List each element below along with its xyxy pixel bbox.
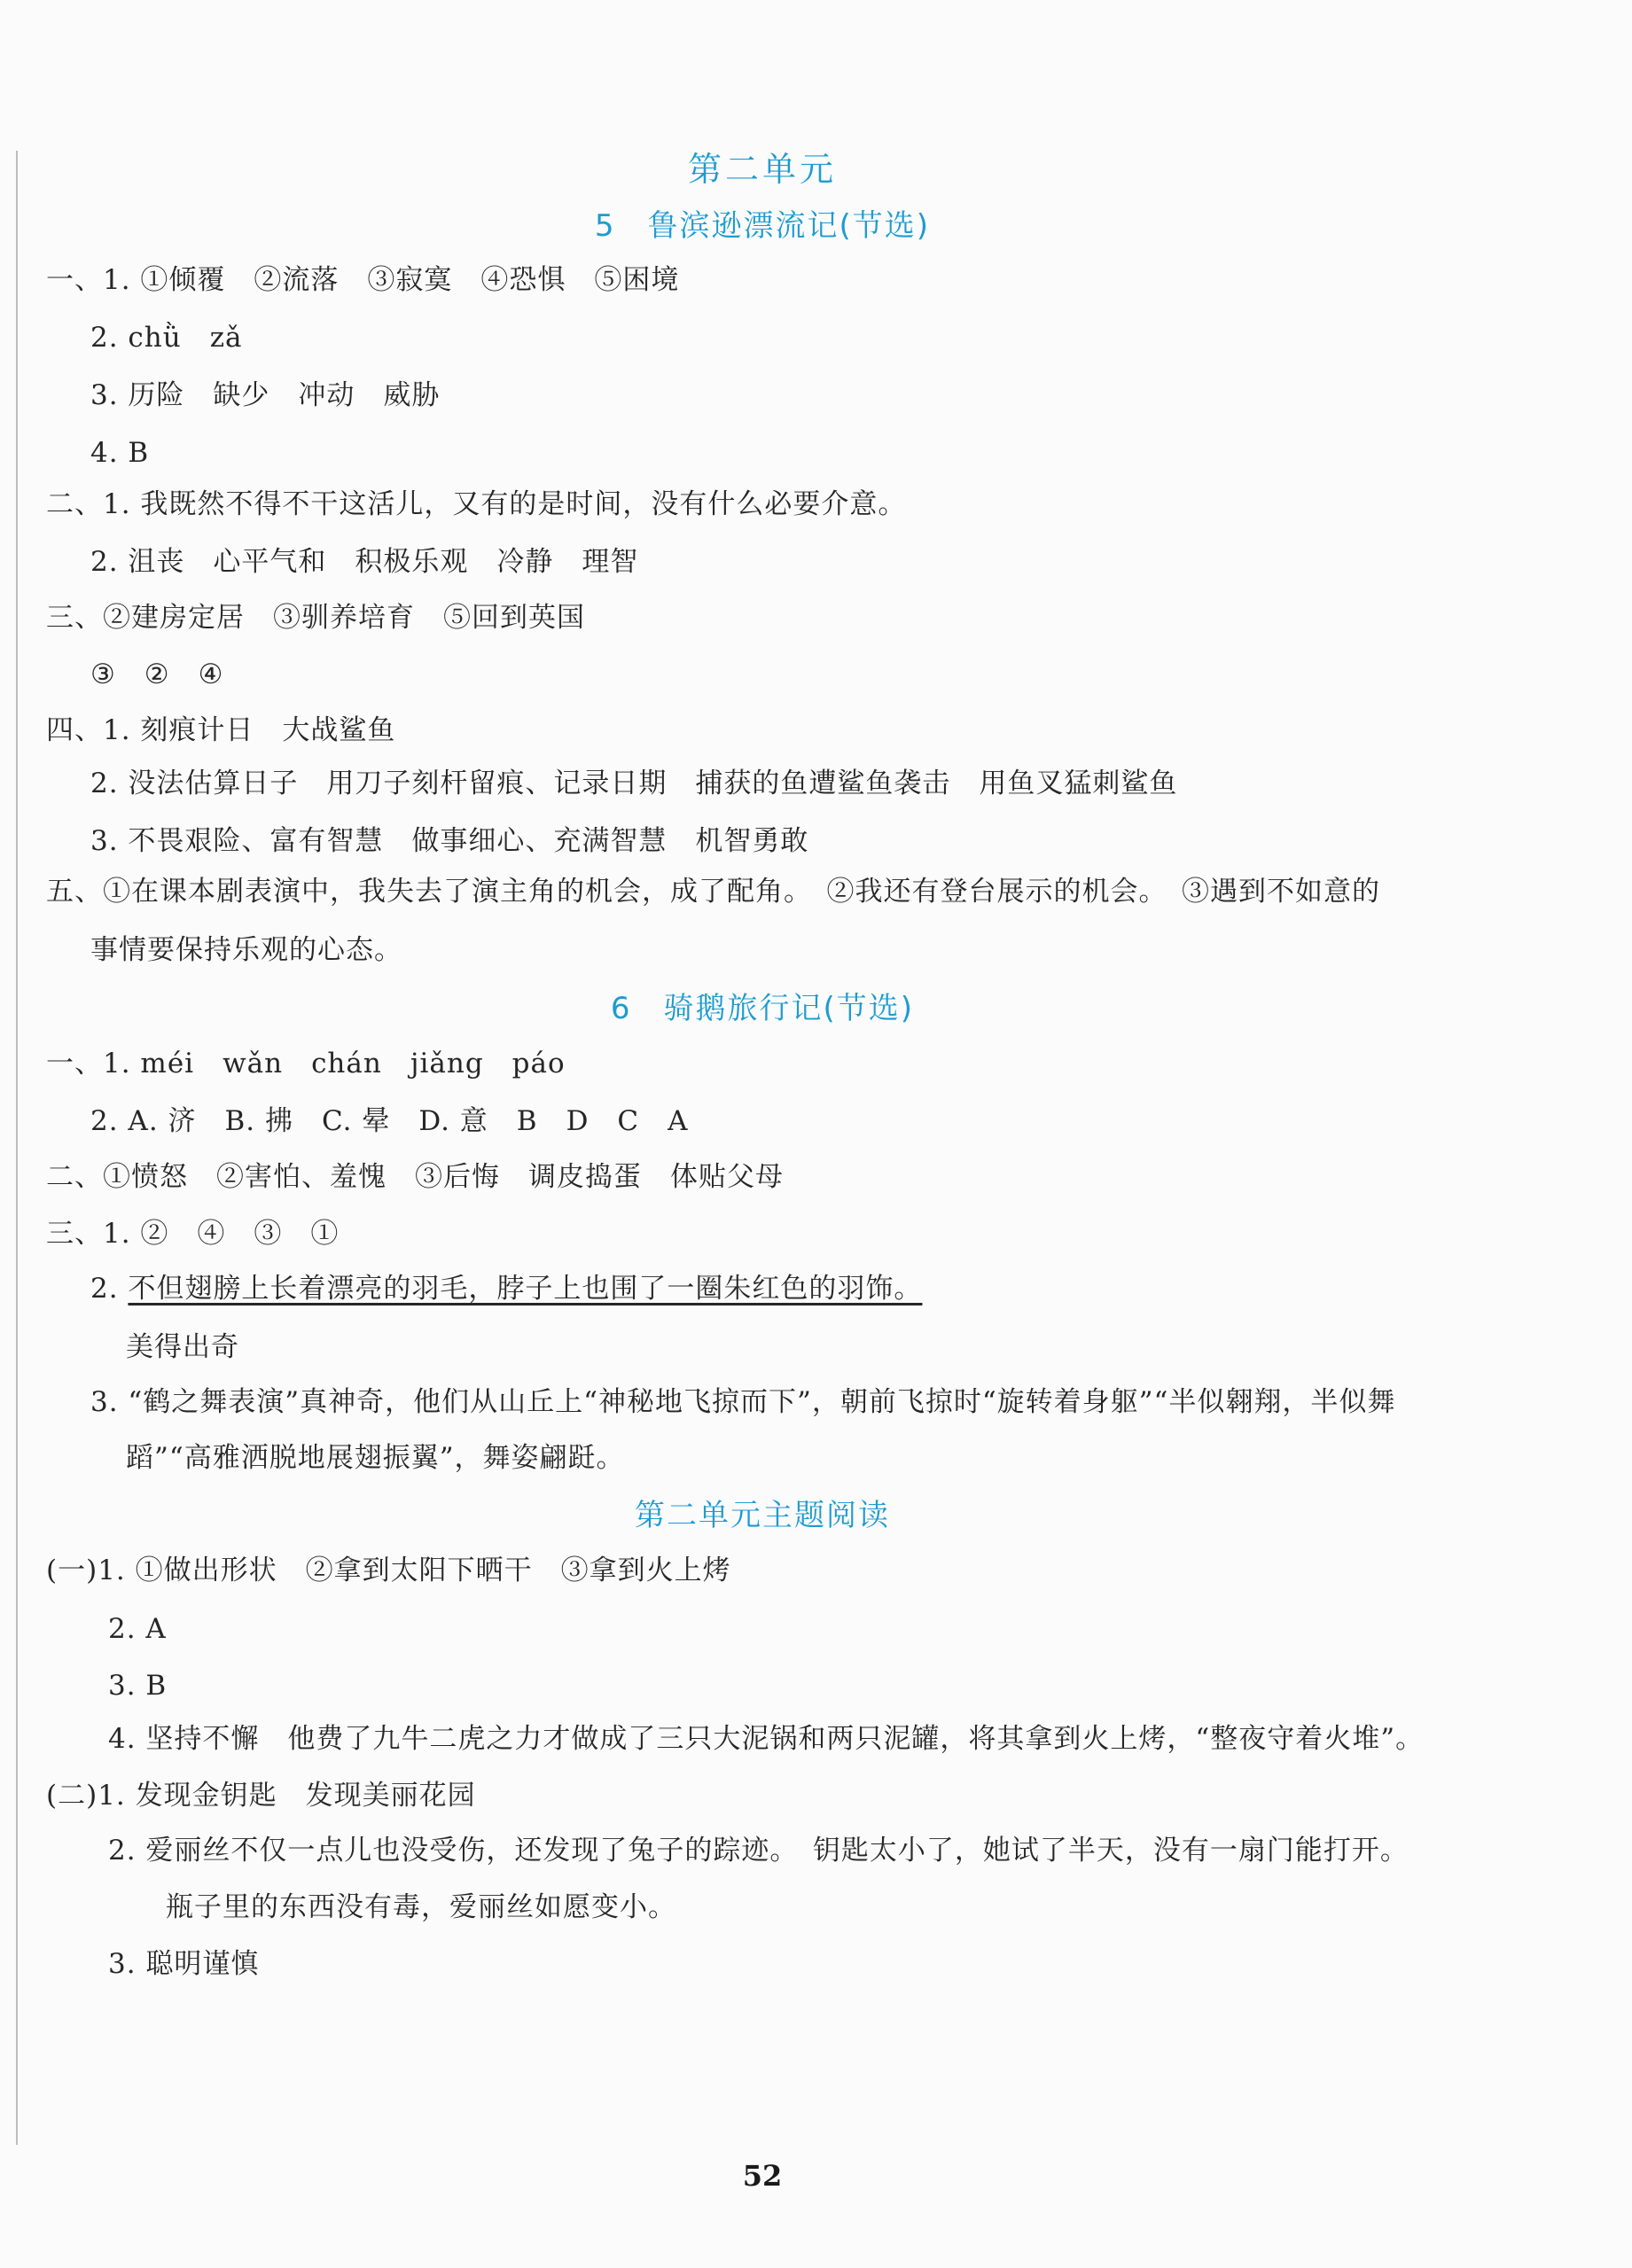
answer-line: 2. chǜ zǎ xyxy=(90,322,243,354)
answer-line: 事情要保持乐观的心态。 xyxy=(90,934,402,966)
answer-line: 瓶子里的东西没有毒，爱丽丝如愿变小。 xyxy=(166,1891,676,1923)
answer-line: 2. A. 济 B. 拂 C. 晕 D. 意 B D C A xyxy=(90,1105,689,1137)
answer-line: 3. 聪明谨慎 xyxy=(108,1948,260,1980)
underlined-answer: 不但翅膀上长着漂亮的羽毛，脖子上也围了一圈朱红色的羽饰。 xyxy=(128,1273,923,1305)
lesson5-title: 5 鲁滨逊漂流记(节选) xyxy=(594,208,931,244)
answer-line: ③ ② ④ xyxy=(90,659,224,690)
answer-line: 2. 没法估算日子 用刀子刻杆留痕、记录日期 捕获的鱼遭鲨鱼袭击 用鱼叉猛刺鲨鱼 xyxy=(90,768,1178,799)
theme-reading-title: 第二单元主题阅读 xyxy=(635,1498,890,1533)
answer-line: 4. B xyxy=(90,437,150,469)
item-number: 2. xyxy=(90,1273,129,1305)
answer-line: 4. 坚持不懈 他费了九牛二虎之力才做成了三只大泥锅和两只泥罐，将其拿到火上烤，“整夜守着火堆”。 xyxy=(108,1723,1425,1755)
answer-line: 3. 不畏艰险、富有智慧 做事细心、充满智慧 机智勇敢 xyxy=(90,825,809,857)
answer-line: 3. 历险 缺少 冲动 威胁 xyxy=(90,379,441,411)
answer-line: 2. 沮丧 心平气和 积极乐观 冷静 理智 xyxy=(90,546,639,578)
answer-line: 二、1. 我既然不得不干这活儿，又有的是时间，没有什么必要介意。 xyxy=(46,488,907,520)
answer-line: 2. 爱丽丝不仅一点儿也没受伤，还发现了兔子的踪迹。 钥匙太小了，她试了半天，没有一扇门能打开。 xyxy=(108,1835,1409,1867)
answer-line: 蹈”“高雅洒脱地展翅振翼”，舞姿翩跹。 xyxy=(126,1442,625,1474)
answer-line: 2. A xyxy=(108,1613,167,1645)
answer-line: 五、①在课本剧表演中，我失去了演主角的机会，成了配角。 ②我还有登台展示的机会。 ③遇到不如意的 xyxy=(46,876,1380,908)
lesson6-title: 6 骑鹅旅行记(节选) xyxy=(610,991,915,1026)
answer-line: 二、①愤怒 ②害怕、羞愧 ③后悔 调皮捣蛋 体贴父母 xyxy=(46,1161,784,1193)
unit-title: 第二单元 xyxy=(687,150,837,189)
answer-line: 一、1. méi wǎn chán jiǎng páo xyxy=(46,1048,566,1079)
page-number: 52 xyxy=(742,2159,783,2193)
margin-line xyxy=(16,151,18,2145)
answer-line: 一、1. ①倾覆 ②流落 ③寂寞 ④恐惧 ⑤困境 xyxy=(46,264,680,296)
answer-line: 3. “鹤之舞表演”真神奇，他们从山丘上“神秘地飞掠而下”，朝前飞掠时“旋转着身躯”“半似翱翔，半似舞 xyxy=(90,1386,1396,1418)
answer-line: 美得出奇 xyxy=(126,1331,239,1363)
answer-line: 3. B xyxy=(108,1670,168,1702)
answer-line xyxy=(90,1271,922,1306)
answer-line: (一)1. ①做出形状 ②拿到太阳下晒干 ③拿到火上烤 xyxy=(46,1555,731,1586)
answer-line: 四、1. 刻痕计日 大战鲨鱼 xyxy=(46,714,396,746)
answer-line: 三、1. ② ④ ③ ① xyxy=(46,1218,340,1250)
answer-line: 三、②建房定居 ③驯养培育 ⑤回到英国 xyxy=(46,602,585,634)
answer-line: (二)1. 发现金钥匙 发现美丽花园 xyxy=(46,1780,476,1812)
